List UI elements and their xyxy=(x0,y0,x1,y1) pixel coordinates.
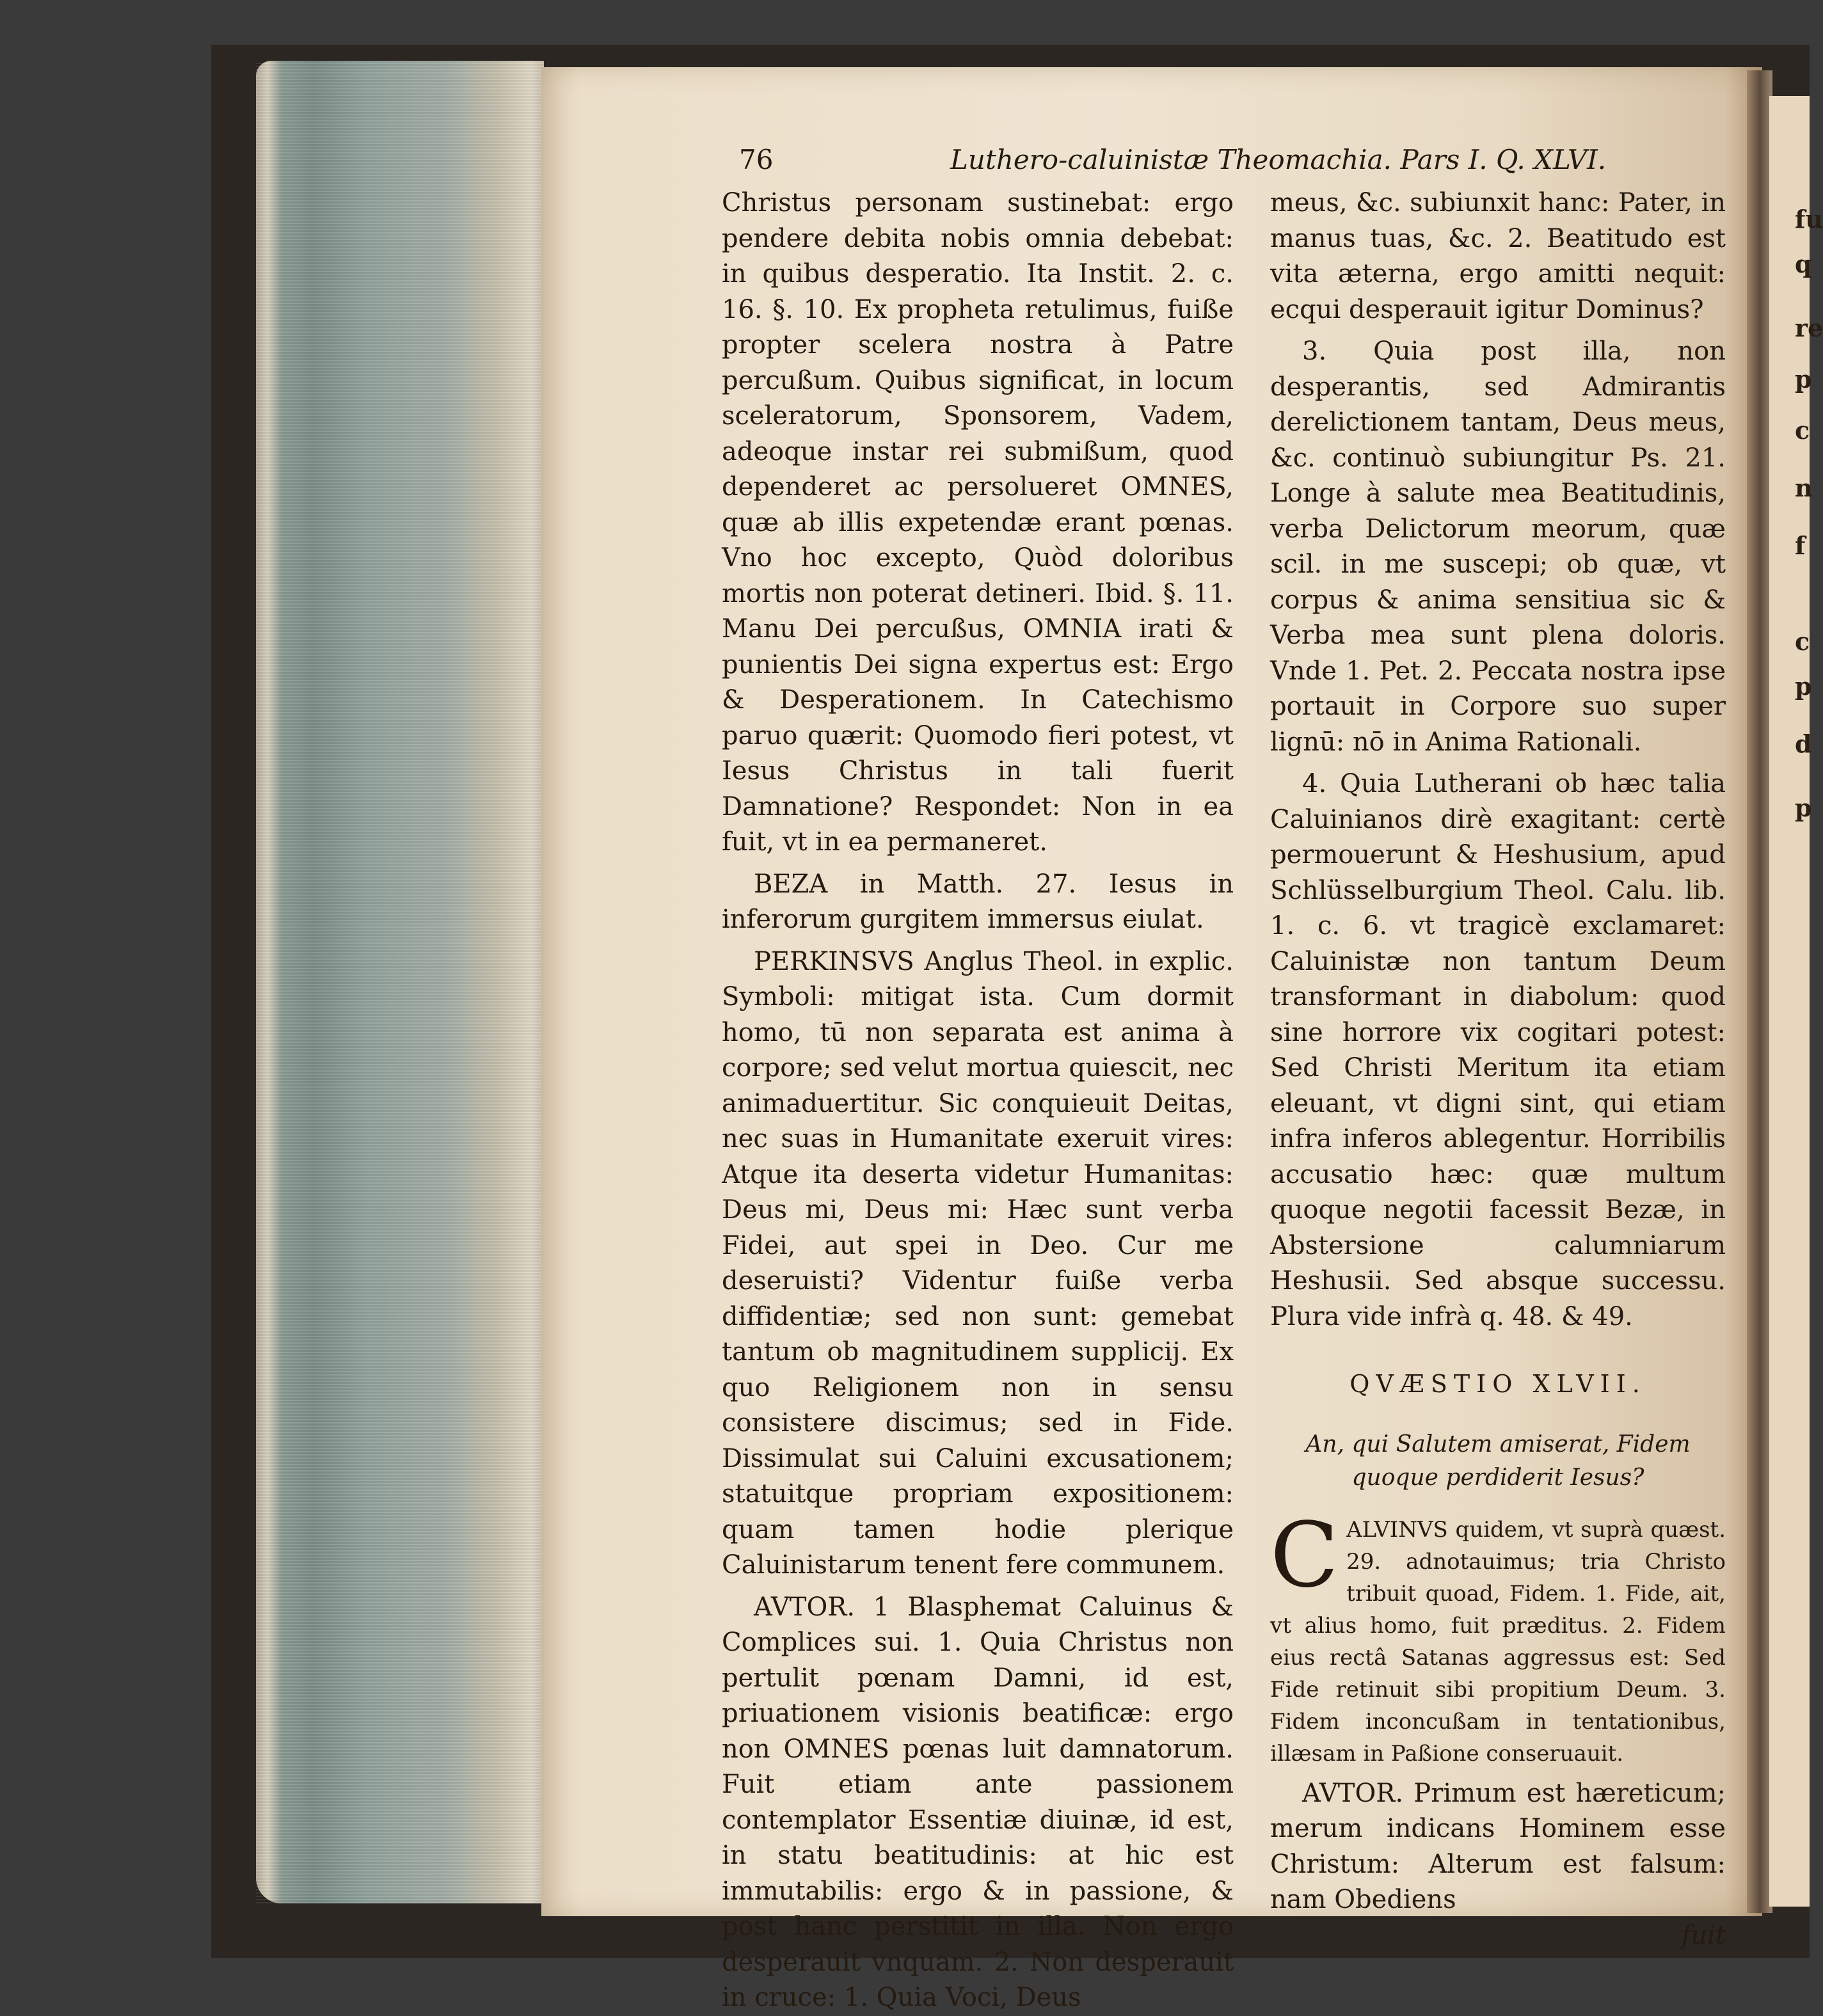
facing-page-letter: f xyxy=(1795,531,1806,560)
facing-page-letter: fu xyxy=(1795,205,1823,234)
facing-page-letter: c xyxy=(1795,627,1810,656)
facing-page-letter: p xyxy=(1795,365,1812,393)
paragraph-point-3: 3. Quia post illa, non desperantis, sed Admirantis derelictionem tantam, Deus meus, &c. continuò subiungitur Ps. 21. Longe à salute mea Beatitudinis, verba Delictorum meorum, quæ scil. in me suscepi; ob quæ, vt corpus & anima sensitiua sic & Verba mea sunt plena doloris. Vnde 1. Pet. 2. Peccata nostra ipse portauit in Corpore suo super lignū: nō in Anima Rationali. xyxy=(1270,337,1726,757)
facing-page-letter: p xyxy=(1795,793,1812,822)
facing-page-letter: n xyxy=(1795,473,1813,502)
book-gutter xyxy=(1747,70,1772,1913)
paragraph-point-4: 4. Quia Lutherani ob hæc talia Caluinianos dirè exagitant: certè permouerunt & Heshusium, apud Schlüsselburgium Theol. Calu. lib. 1. c. 6. vt tragicè exclamaret: Caluinistæ non tantum Deum transformant in diabolum: quod sine horrore vix cogitari potest: Sed Christi Meritum ita etiam eleuant, vt digni sint, qui etiam infra inferos ablegentur. Horribilis accusatio hæc: quæ multum quoque negotii facessit Bezæ, in Abstersione calumniarum Heshusii. Sed absque successu. Plura vide infrà q. 48. & 49. xyxy=(1270,769,1726,1331)
paragraph-beza: BEZA in Matth. 27. Iesus in inferorum gurgitem immersus eiulat. xyxy=(722,869,1234,934)
facing-page-letter: d xyxy=(1795,729,1812,758)
paragraph-calvin-institutes: Christus personam sustinebat: ergo pendere debita nobis omnia debebat: in quibus desperatio. Ita Instit. 2. c. 16. §. 10. Ex propheta retulimus, fuiße propter scelera nostra à Patre percußum. Quibus significat, in locum sceleratorum, Sponsorem, Vadem, adeoque instar rei submißum, quod dependeret ac persolueret OMNES, quæ ab illis expetendæ erant pœnas. Vno hoc excepto, Quòd doloribus mortis non poterat detineri. Ibid. §. 11. Manu Dei percußus, OMNIA irati & punientis Dei signa expertus est: Ergo & Desperationem. In Catechismo paruo quærit: Quomodo fieri potest, vt Iesus Christus in tali fuerit Damnatione? Respondet: Non in ea fuit, vt in ea permaneret. xyxy=(722,188,1234,857)
question-body-text: ALVINVS quidem, vt suprà quæst. 29. adnotauimus; tria Christo tribuit quoad, Fidem. 1. Fide, ait, vt alius homo, fuit præditus. 2. Fidem eius rectâ Satanas aggressus est: Sed Fide retinuit sibi propitium Deum. 3. Fidem inconcußam in tentationibus, illæsam in Paßione conseruauit. xyxy=(1270,1516,1726,1766)
facing-page-letter: q xyxy=(1795,250,1812,278)
paragraph-perkins: PERKINSVS Anglus Theol. in explic. Symboli: mitigat ista. Cum dormit homo, tū non separata est anima à corpore; sed velut mortua quiescit, nec animaduertitur. Sic conquieuit Deitas, nec suas in Humanitate exeruit vires: Atque ita deserta videtur Humanitas: Deus mi, Deus mi: Hæc sunt verba Fidei, aut spei in Deo. Cur me deseruisti? Videntur fuiße verba diffidentiæ; sed non sunt: gemebat tantum ob magnitudinem supplicij. Ex quo Religionem non in sensu consistere discimus; sed in Fide. Dissimulat sui Caluini excusationem; statuitque propriam expositionem: quam tamen hodie plerique Caluinistarum tenent fere communem. xyxy=(722,946,1234,1580)
page-number: 76 xyxy=(739,144,774,175)
paragraph-continued: meus, &c. subiunxit hanc: Pater, in manus tuas, &c. 2. Beatitudo est vita æterna, ergo amitti nequit: ecqui desperauit igitur Dominus? xyxy=(1270,188,1726,324)
question-title: QVÆSTIO XLVII. xyxy=(1349,1370,1646,1398)
facing-page-letter: c xyxy=(1795,416,1810,445)
running-title: Luthero-caluinistæ Theomachia. Pars I. Q. XLVI. xyxy=(950,144,1607,175)
right-column xyxy=(1270,186,1726,1953)
question-autor: AVTOR. Primum est hæreticum; merum indicans Hominem esse Christum: Alterum est falsum: nam Obediens xyxy=(1270,1778,1726,1914)
drop-cap: C xyxy=(1270,1503,1339,1608)
left-column xyxy=(722,186,1234,2016)
catchword: fuit xyxy=(1681,1920,1726,1950)
question-body xyxy=(1270,1503,1726,1770)
page-edges xyxy=(256,61,544,1903)
question-subtitle: An, qui Salutem amiserat, Fidem quoque perdiderit Iesus? xyxy=(1305,1431,1691,1491)
facing-page-letter: re xyxy=(1795,314,1823,342)
facing-page-letter: p xyxy=(1795,672,1812,701)
paragraph-autor: AVTOR. 1 Blasphemat Caluinus & Complices sui. 1. Quia Christus non pertulit pœnam Damni, id est, priuationem visionis beatificæ: ergo non OMNES pœnas luit damnatorum. Fuit etiam ante passionem contemplator Essentiæ diuinæ, id est, in statu beatitudinis: at hic est immutabilis: ergo & in passione, & post hanc perstitit in illa. Non ergo desperauit vnquam. 2. Non desperauit in cruce: 1. Quia Voci, Deus xyxy=(722,1592,1234,2012)
facing-page-fragment xyxy=(1769,96,1823,1907)
